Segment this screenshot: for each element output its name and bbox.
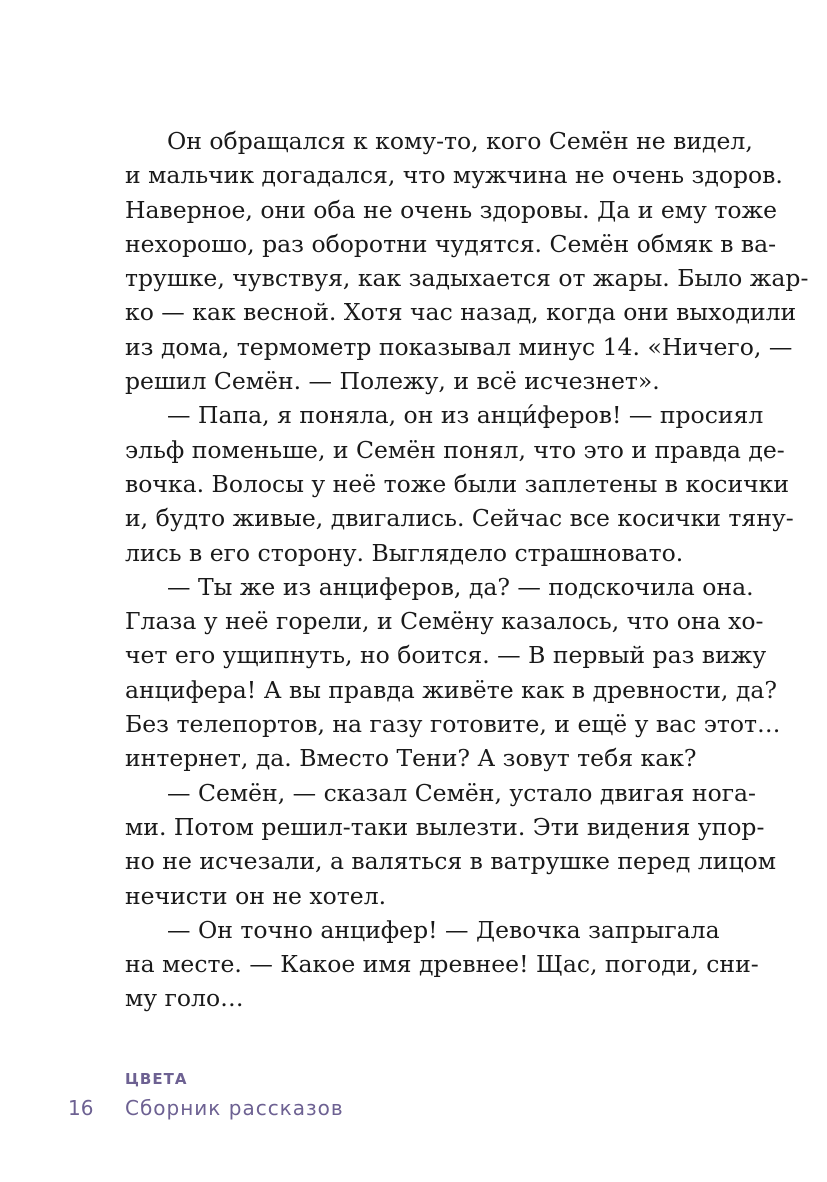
- book-subtitle: Сборник рассказов: [125, 1096, 344, 1120]
- text-line: вочка. Волосы у неё тоже были заплетены в косички: [125, 469, 790, 498]
- text-line: — Ты же из анциферов, да? — подскочила она.: [167, 572, 754, 601]
- text-line: трушке, чувствуя, как задыхается от жары. Было жар-: [125, 264, 809, 293]
- text-line: анцифера! А вы правда живёте как в древности, да?: [125, 675, 777, 704]
- text-line: — Он точно анцифер! — Девочка запрыгала: [167, 915, 720, 944]
- text-line: ми. Потом решил-таки вылезти. Эти видения упор-: [125, 812, 765, 841]
- text-line: решил Семён. — Полежу, и всё исчезнет».: [125, 367, 660, 396]
- text-line: Без телепортов, на газу готовите, и ещё у вас этот…: [125, 710, 781, 739]
- text-line: эльф поменьше, и Семён понял, что это и правда де-: [125, 435, 785, 464]
- page-footer: [0, 1070, 827, 1130]
- text-line: Он обращался к кому-то, кого Семён не видел,: [167, 127, 753, 155]
- book-title: ЦВЕТА: [125, 1070, 188, 1088]
- text-line: ко — как весной. Хотя час назад, когда они выходили: [125, 298, 797, 327]
- text-line: Наверное, они оба не очень здоровы. Да и ему тоже: [125, 195, 777, 224]
- text-line: и, будто живые, двигались. Сейчас все косички тяну-: [125, 504, 794, 533]
- text-line: на месте. — Какое имя древнее! Щас, погоди, сни-: [125, 950, 759, 979]
- body-text: [125, 124, 809, 1016]
- text-line: му голо…: [125, 984, 244, 1013]
- text-line: нечисти он не хотел.: [125, 881, 387, 910]
- text-line: интернет, да. Вместо Тени? А зовут тебя как?: [125, 744, 697, 773]
- text-line: чет его ущипнуть, но боится. — В первый раз вижу: [125, 641, 767, 670]
- text-line: и мальчик догадался, что мужчина не очень здоров.: [125, 161, 783, 190]
- text-line: — Семён, — сказал Семён, устало двигая нога-: [167, 778, 756, 807]
- text-line: нехорошо, раз оборотни чудятся. Семён обмяк в ва-: [125, 229, 777, 258]
- text-line: из дома, термометр показывал минус 14. «Ничего, —: [125, 332, 793, 361]
- page-number: 16: [68, 1096, 94, 1120]
- text-line: — Папа, я поняла, он из анци́феров! — просиял: [167, 401, 764, 430]
- text-line: лись в его сторону. Выглядело страшновато.: [125, 538, 684, 567]
- text-line: Глаза у неё горели, и Семёну казалось, что она хо-: [125, 607, 764, 636]
- text-line: но не исчезали, а валяться в ватрушке перед лицом: [125, 847, 776, 876]
